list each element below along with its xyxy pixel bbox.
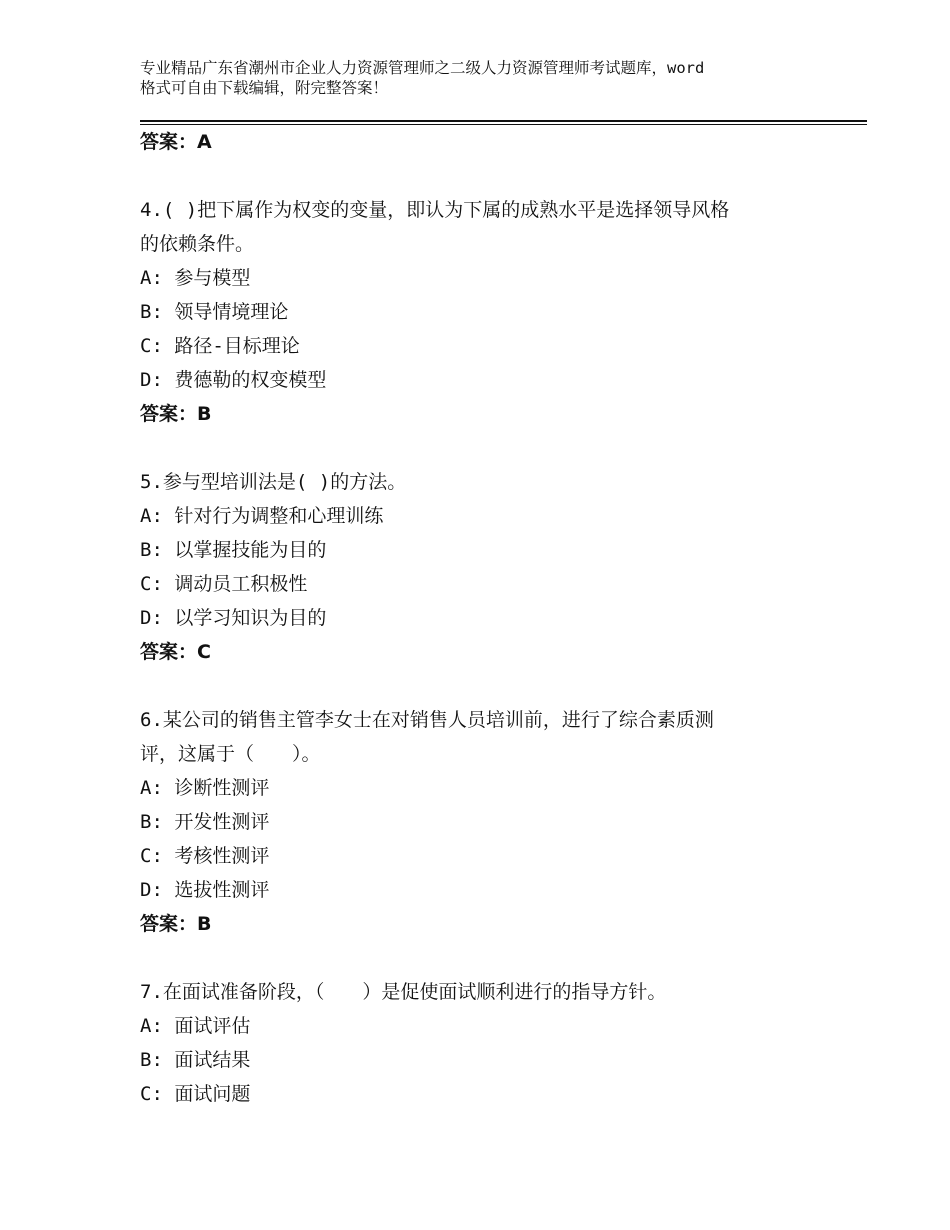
question-stem: 评，这属于（ ）。 (140, 743, 321, 765)
option-c: C: 路径-目标理论 (140, 335, 300, 357)
answer: 答案：C (140, 641, 211, 663)
option-d: D: 以学习知识为目的 (140, 607, 327, 629)
answer: 答案：B (140, 913, 212, 935)
option-d: D: 费德勒的权变模型 (140, 369, 327, 391)
previous-answer: 答案：A (140, 131, 212, 153)
option-b: B: 面试结果 (140, 1049, 251, 1071)
document-header (140, 58, 830, 98)
option-b: B: 开发性测评 (140, 811, 270, 833)
option-a: A: 面试评估 (140, 1015, 251, 1037)
question-block (140, 975, 830, 1111)
option-a: A: 参与模型 (140, 267, 251, 289)
spacer (140, 941, 830, 975)
question-stem: 5.参与型培训法是( )的方法。 (140, 471, 407, 493)
spacer (140, 159, 830, 193)
option-a: A: 针对行为调整和心理训练 (140, 505, 384, 527)
option-b: B: 领导情境理论 (140, 301, 289, 323)
answer: 答案：B (140, 403, 212, 425)
question-stem: 4.( )把下属作为权变的变量，即认为下属的成熟水平是选择领导风格 (140, 199, 730, 221)
header-line-2: 格式可自由下载编辑，附完整答案！ (140, 79, 389, 97)
spacer (140, 431, 830, 465)
option-c: C: 面试问题 (140, 1083, 251, 1105)
option-b: B: 以掌握技能为目的 (140, 539, 327, 561)
question-list (140, 125, 830, 1111)
question-block (140, 703, 830, 941)
option-d: D: 选拔性测评 (140, 879, 270, 901)
question-block (140, 193, 830, 431)
option-c: C: 考核性测评 (140, 845, 270, 867)
question-stem: 6.某公司的销售主管李女士在对销售人员培训前，进行了综合素质测 (140, 709, 714, 731)
question-stem: 7.在面试准备阶段，（ ）是促使面试顺利进行的指导方针。 (140, 981, 667, 1003)
option-c: C: 调动员工积极性 (140, 573, 308, 595)
header-line-1: 专业精品广东省潮州市企业人力资源管理师之二级人力资源管理师考试题库，word (140, 59, 705, 77)
header-rule-thick (140, 120, 867, 122)
spacer (140, 669, 830, 703)
question-stem: 的依赖条件。 (140, 233, 255, 255)
question-block (140, 465, 830, 669)
option-a: A: 诊断性测评 (140, 777, 270, 799)
